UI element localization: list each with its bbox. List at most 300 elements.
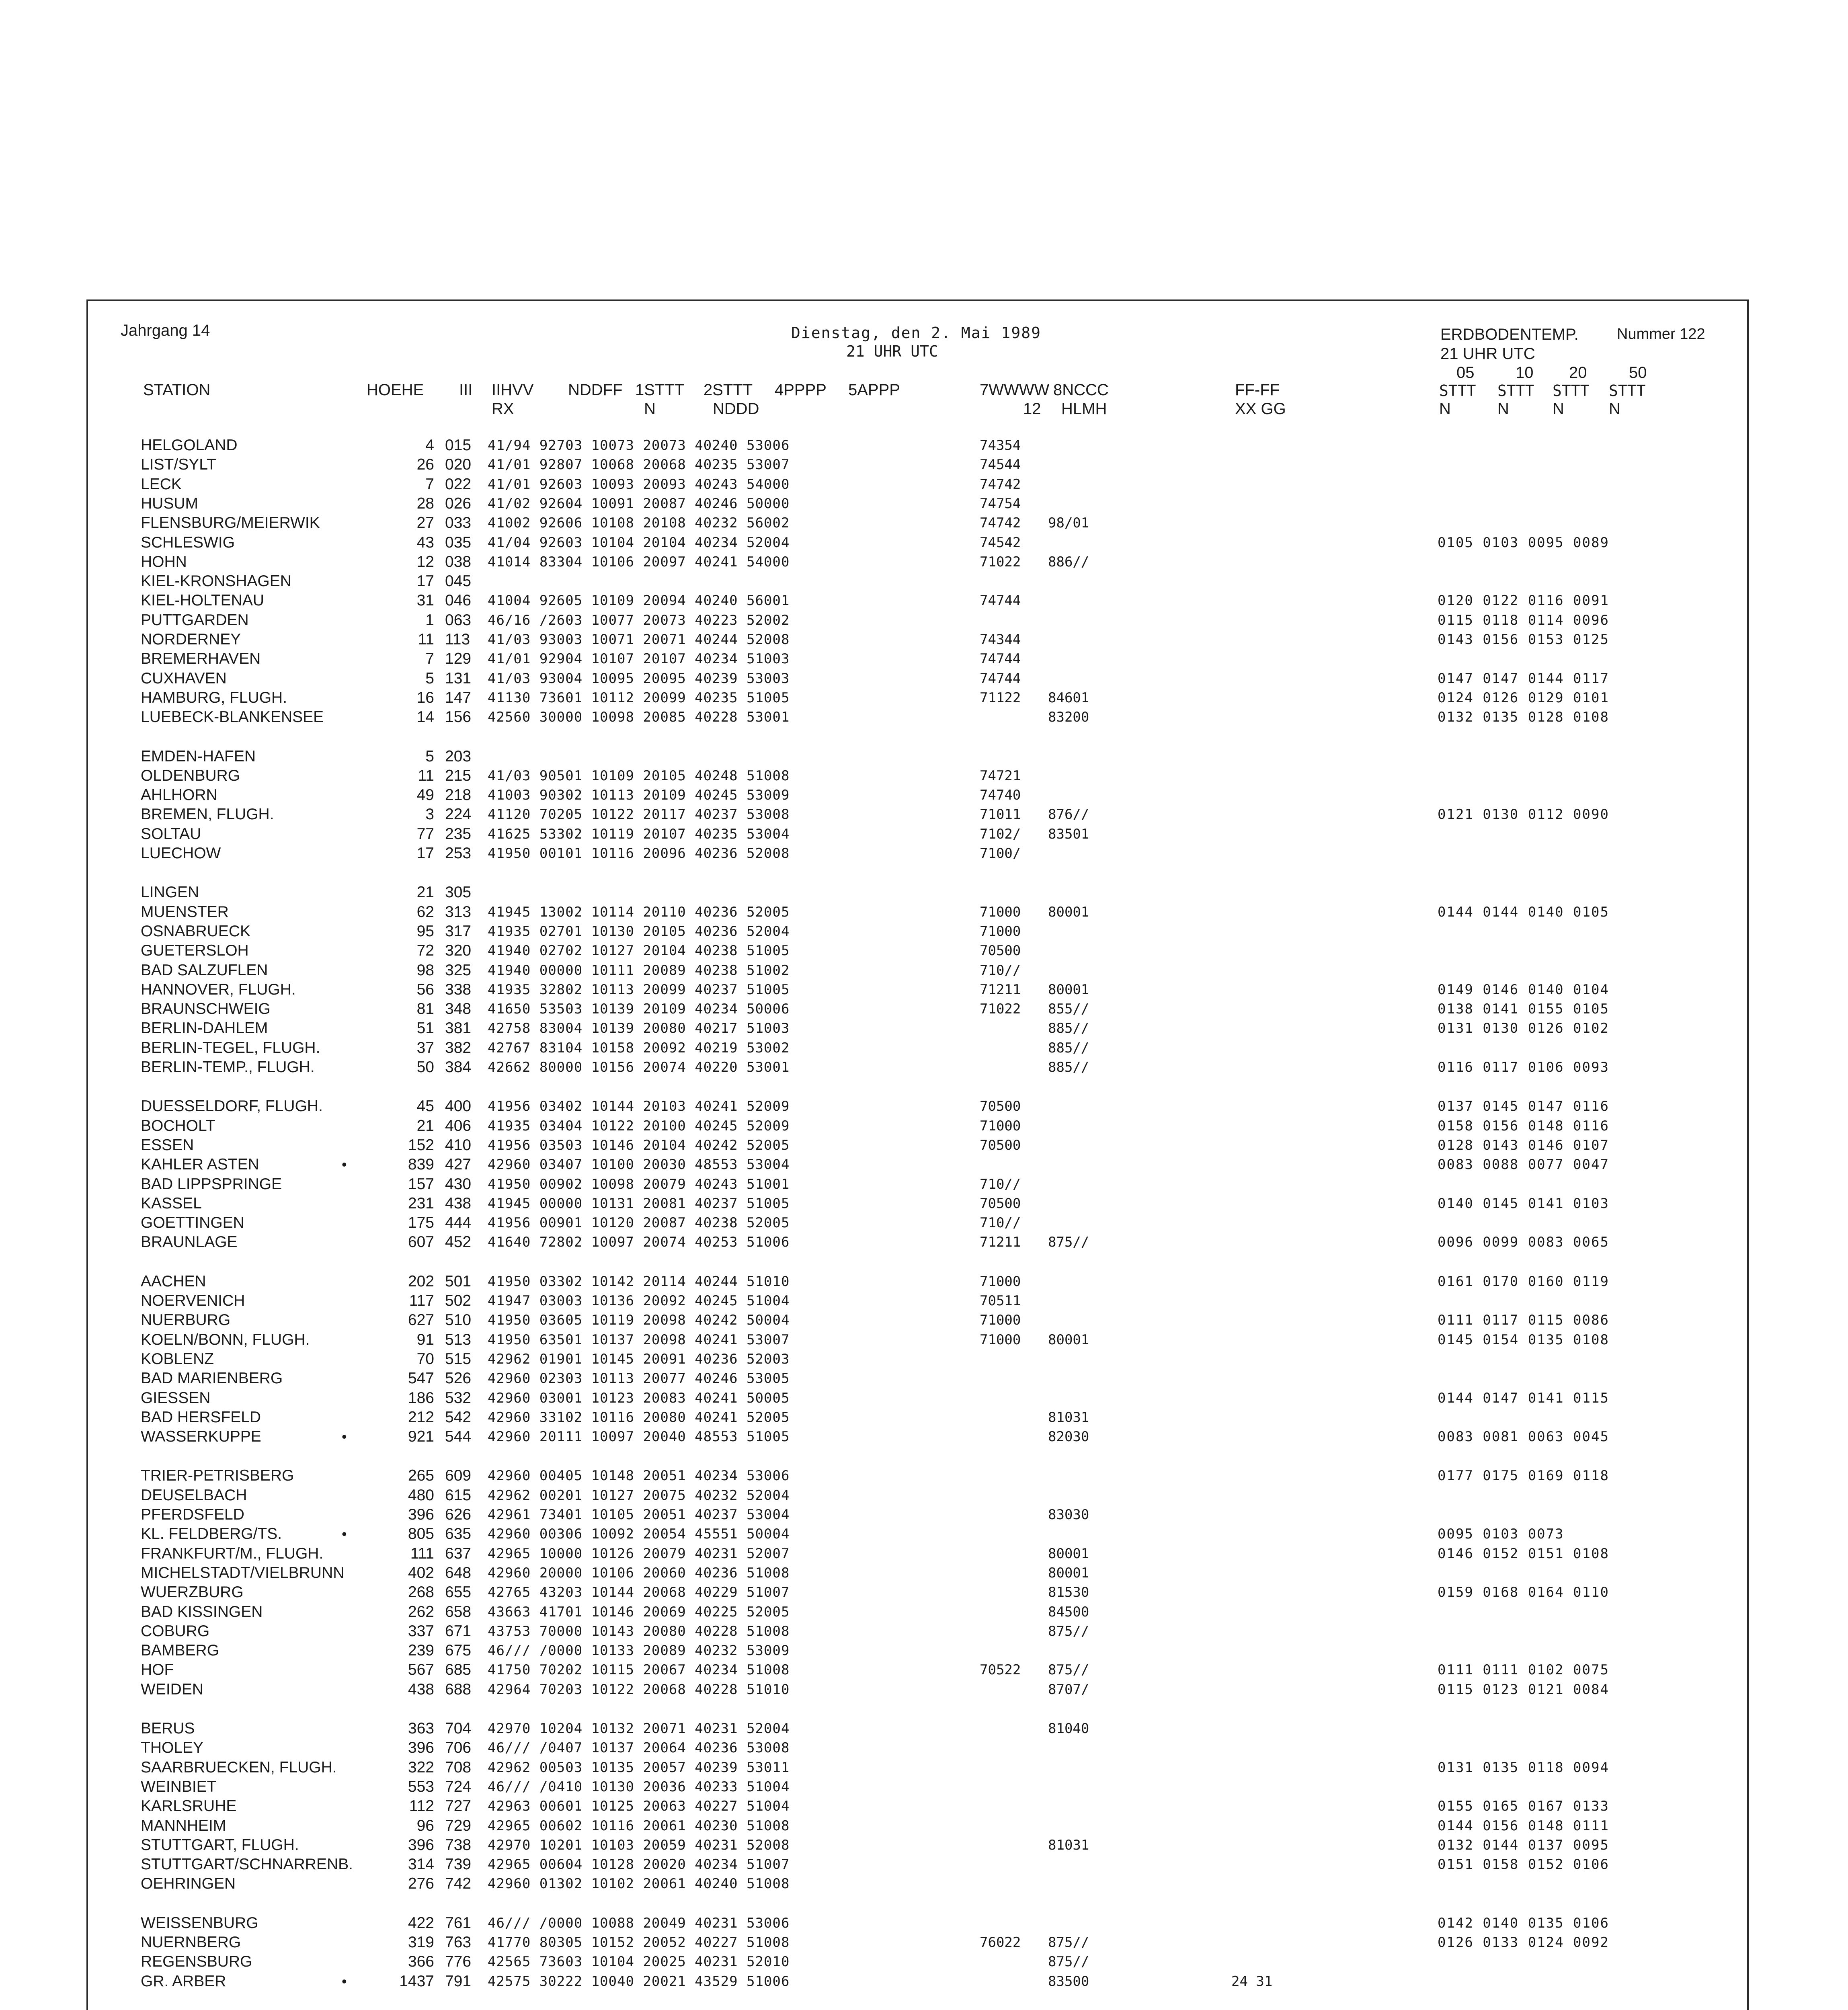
table-row — [0, 1098, 1848, 1114]
table-row — [0, 1312, 1848, 1328]
station-name: KASSEL — [141, 1194, 202, 1212]
soil-temperatures: 0128 0143 0146 0107 — [1438, 1137, 1609, 1153]
table-row — [0, 768, 1848, 784]
weather-group: 74754 — [980, 495, 1021, 512]
synop-groups: 42960 02303 10113 20077 40246 53005 — [488, 1370, 790, 1387]
station-name: HELGOLAND — [141, 437, 238, 454]
table-row — [0, 1293, 1848, 1309]
weather-group: 7102/ — [980, 826, 1021, 842]
weather-group: 71000 — [980, 1331, 1021, 1348]
cloud-group: 876// — [1048, 806, 1089, 823]
station-name: DEUSELBACH — [141, 1486, 247, 1504]
station-name: SCHLESWIG — [141, 533, 235, 551]
station-number: 384 — [445, 1058, 472, 1076]
station-name: LIST/SYLT — [141, 456, 216, 474]
station-height: 12 — [416, 553, 434, 570]
cloud-group: 886// — [1048, 554, 1089, 570]
soil-temperatures: 0144 0144 0140 0105 — [1438, 904, 1609, 920]
station-number: 729 — [445, 1817, 472, 1834]
soil-temperatures: 0177 0175 0169 0118 — [1438, 1468, 1609, 1484]
station-name: NOERVENICH — [141, 1292, 245, 1309]
station-name: BRAUNSCHWEIG — [141, 1000, 271, 1018]
synop-groups: 42960 00405 10148 20051 40234 53006 — [488, 1468, 790, 1484]
station-height: 231 — [408, 1194, 434, 1212]
station-name: PUTTGARDEN — [141, 611, 249, 629]
weather-group: 70500 — [980, 1098, 1021, 1115]
synop-groups: 42962 00503 10135 20057 40239 53011 — [488, 1759, 790, 1776]
station-height: 117 — [409, 1292, 434, 1309]
soil-temperatures: 0144 0147 0141 0115 — [1438, 1390, 1609, 1406]
station-height: 438 — [408, 1680, 434, 1698]
station-number: 147 — [445, 689, 472, 706]
soil-temperatures: 0138 0141 0155 0105 — [1438, 1001, 1609, 1017]
synop-groups: 46/// /0000 10133 20089 40232 53009 — [488, 1643, 790, 1659]
station-height: 422 — [408, 1914, 434, 1932]
station-name: BREMERHAVEN — [141, 650, 261, 668]
station-name: KL. FELDBERG/TS. — [141, 1525, 282, 1543]
station-name: KIEL-HOLTENAU — [141, 592, 265, 609]
weather-group: 76022 — [980, 1934, 1021, 1951]
weather-group: 70500 — [980, 1195, 1021, 1212]
station-number: 020 — [445, 456, 472, 474]
col-station: STATION — [143, 381, 211, 399]
cloud-group: 98/01 — [1048, 515, 1089, 531]
soil-temperatures: 0144 0156 0148 0111 — [1438, 1817, 1609, 1834]
station-name: CUXHAVEN — [141, 669, 227, 687]
table-row — [0, 1546, 1848, 1562]
station-height: 7 — [425, 650, 434, 668]
station-name: NUERNBERG — [141, 1934, 241, 1951]
station-height: 265 — [408, 1467, 434, 1485]
synop-groups: 41/02 92604 10091 20087 40246 50000 — [488, 495, 790, 512]
cloud-group: 885// — [1048, 1040, 1089, 1056]
soil-temperatures: 0145 0154 0135 0108 — [1438, 1331, 1609, 1348]
station-number: 046 — [445, 592, 472, 609]
col-n-20: N — [1553, 400, 1564, 418]
station-height: 396 — [408, 1739, 434, 1757]
station-number: 609 — [445, 1467, 472, 1485]
station-name: BERLIN-DAHLEM — [141, 1019, 268, 1037]
station-number: 215 — [445, 767, 472, 784]
station-number: 685 — [445, 1661, 472, 1679]
synop-groups: 42962 00201 10127 20075 40232 52004 — [488, 1487, 790, 1503]
station-height: 27 — [416, 514, 434, 532]
table-row — [0, 1234, 1848, 1250]
weather-group: 74344 — [980, 632, 1021, 648]
soil-temperatures: 0115 0118 0114 0096 — [1438, 612, 1609, 628]
station-name: WEINBIET — [141, 1778, 217, 1795]
station-number: 325 — [445, 961, 472, 979]
table-row — [0, 1040, 1848, 1056]
soil-temperatures: 0083 0088 0077 0047 — [1438, 1157, 1609, 1173]
table-row — [0, 1604, 1848, 1620]
cloud-group: 81040 — [1048, 1721, 1089, 1737]
station-name: KIEL-KRONSHAGEN — [141, 572, 291, 590]
col-8nccc: 8NCCC — [1053, 381, 1109, 399]
station-number: 544 — [445, 1428, 472, 1446]
soil-temperatures: 0155 0165 0167 0133 — [1438, 1798, 1609, 1815]
station-number: 727 — [445, 1797, 472, 1815]
station-number: 688 — [445, 1680, 472, 1698]
station-name: GR. ARBER — [141, 1972, 226, 1990]
station-height: 11 — [418, 767, 434, 784]
soil-temperatures: 0140 0145 0141 0103 — [1438, 1195, 1609, 1212]
table-row — [0, 1487, 1848, 1503]
table-row — [0, 806, 1848, 822]
station-height: 96 — [416, 1817, 434, 1834]
station-number: 438 — [445, 1194, 472, 1212]
synop-groups: 41950 03302 10142 20114 40244 51010 — [488, 1273, 790, 1290]
weather-group: 70500 — [980, 943, 1021, 959]
synop-groups: 41/94 92703 10073 20073 40240 53006 — [488, 437, 790, 453]
station-number: 313 — [445, 903, 472, 921]
synop-groups: 41650 53503 10139 20109 40234 50006 — [488, 1001, 790, 1017]
col-7wwww: 7WWWW — [980, 381, 1050, 399]
mountain-station-marker: • — [342, 1156, 347, 1173]
station-number: 724 — [445, 1778, 472, 1795]
synop-groups: 41956 03503 10146 20104 40242 52005 — [488, 1137, 790, 1153]
synop-groups: 42662 80000 10156 20074 40220 53001 — [488, 1059, 790, 1075]
col-xx-gg: XX GG — [1235, 400, 1286, 418]
weather-group: 74721 — [980, 767, 1021, 784]
synop-groups: 41/01 92603 10093 20093 40243 54000 — [488, 476, 790, 492]
cloud-group: 885// — [1048, 1059, 1089, 1075]
soil-temperatures: 0161 0170 0160 0119 — [1438, 1273, 1609, 1290]
station-height: 314 — [408, 1856, 434, 1873]
synop-groups: 41/03 93004 10095 20095 40239 53003 — [488, 670, 790, 687]
station-height: 396 — [408, 1836, 434, 1854]
station-height: 547 — [408, 1370, 434, 1387]
col-depth-05: 05 — [1456, 364, 1475, 381]
station-name: STUTTGART, FLUGH. — [141, 1836, 299, 1854]
station-number: 317 — [445, 922, 472, 940]
col-2sttt: 2STTT — [704, 381, 753, 399]
table-row — [0, 962, 1848, 978]
soil-temperatures: 0120 0122 0116 0091 — [1438, 593, 1609, 609]
weather-group: 74744 — [980, 670, 1021, 687]
weather-group: 71211 — [980, 981, 1021, 998]
synop-groups: 43663 41701 10146 20069 40225 52005 — [488, 1604, 790, 1620]
soil-temperatures: 0132 0135 0128 0108 — [1438, 709, 1609, 726]
weather-group: 71211 — [980, 1234, 1021, 1251]
synop-groups: 41770 80305 10152 20052 40227 51008 — [488, 1934, 790, 1951]
station-name: OLDENBURG — [141, 767, 240, 784]
station-name: BAMBERG — [141, 1642, 219, 1659]
station-name: BAD KISSINGEN — [141, 1603, 263, 1620]
station-height: 81 — [416, 1000, 434, 1018]
synop-groups: 41950 03605 10119 20098 40242 50004 — [488, 1312, 790, 1329]
table-row — [0, 1176, 1848, 1192]
table-row — [0, 437, 1848, 453]
station-name: MICHELSTADT/VIELBRUNN — [141, 1564, 345, 1581]
cloud-group: 885// — [1048, 1020, 1089, 1037]
mountain-station-marker: • — [342, 1526, 347, 1542]
station-number: 658 — [445, 1603, 472, 1620]
station-height: 112 — [409, 1797, 434, 1815]
table-row — [0, 535, 1848, 551]
station-number: 035 — [445, 533, 472, 551]
weather-group: 74744 — [980, 593, 1021, 609]
weather-group: 74544 — [980, 457, 1021, 473]
station-height: 56 — [416, 980, 434, 998]
synop-groups: 41004 92605 10109 20094 40240 56001 — [488, 593, 790, 609]
station-height: 43 — [416, 533, 434, 551]
station-number: 320 — [445, 942, 472, 960]
synop-groups: 42765 43203 10144 20068 40229 51007 — [488, 1584, 790, 1601]
weather-group: 71022 — [980, 554, 1021, 570]
table-row — [0, 1643, 1848, 1659]
station-number: 305 — [445, 884, 472, 901]
station-height: 31 — [416, 592, 434, 609]
station-height: 239 — [408, 1642, 434, 1659]
cloud-group: 83200 — [1048, 709, 1089, 726]
cloud-group: 875// — [1048, 1662, 1089, 1678]
synop-groups: 41945 13002 10114 20110 40236 52005 — [488, 904, 790, 920]
synop-groups: 41/01 92807 10068 20068 40235 53007 — [488, 457, 790, 473]
col-iii: III — [459, 381, 473, 399]
station-number: 704 — [445, 1720, 472, 1737]
col-nddff: NDDFF — [568, 381, 623, 399]
station-name: WASSERKUPPE — [141, 1428, 261, 1446]
station-height: 51 — [416, 1019, 434, 1037]
table-row — [0, 671, 1848, 687]
station-height: 152 — [408, 1136, 434, 1154]
table-row — [0, 1837, 1848, 1853]
station-number: 410 — [445, 1136, 472, 1154]
station-height: 91 — [416, 1331, 434, 1348]
station-number: 129 — [445, 650, 472, 668]
station-name: BOCHOLT — [141, 1117, 215, 1134]
synop-groups: 41956 00901 10120 20087 40238 52005 — [488, 1215, 790, 1231]
synop-groups: 41940 02702 10127 20104 40238 51005 — [488, 943, 790, 959]
table-row — [0, 1468, 1848, 1484]
soil-temperatures: 0116 0117 0106 0093 — [1438, 1059, 1609, 1075]
station-height: 95 — [416, 922, 434, 940]
jahrgang-label: Jahrgang 14 — [121, 322, 210, 339]
weather-group: 71022 — [980, 1001, 1021, 1017]
cloud-group: 80001 — [1048, 1565, 1089, 1581]
station-name: LUECHOW — [141, 845, 221, 862]
soil-temperatures: 0095 0103 0073 — [1438, 1526, 1564, 1542]
station-height: 5 — [425, 669, 434, 687]
station-name: MUENSTER — [141, 903, 229, 921]
soil-temperatures: 0131 0130 0126 0102 — [1438, 1020, 1609, 1037]
soil-temperatures: 0151 0158 0152 0106 — [1438, 1856, 1609, 1873]
table-row — [0, 1623, 1848, 1639]
table-row — [0, 1740, 1848, 1756]
synop-groups: 41950 00902 10098 20079 40243 51001 — [488, 1176, 790, 1192]
synop-groups: 41/01 92904 10107 20107 40234 51003 — [488, 651, 790, 667]
table-row — [0, 1390, 1848, 1406]
station-name: MANNHEIM — [141, 1817, 226, 1834]
table-row — [0, 826, 1848, 842]
table-row — [0, 593, 1848, 609]
soil-temperatures: 0096 0099 0083 0065 — [1438, 1234, 1609, 1251]
soil-temperatures: 0132 0144 0137 0095 — [1438, 1837, 1609, 1853]
station-number: 203 — [445, 747, 472, 765]
table-row — [0, 1215, 1848, 1231]
station-name: NORDERNEY — [141, 631, 241, 648]
weather-group: 70500 — [980, 1137, 1021, 1153]
table-row — [0, 690, 1848, 706]
synop-groups: 41956 03402 10144 20103 40241 52009 — [488, 1098, 790, 1115]
station-name: ESSEN — [141, 1136, 194, 1154]
weather-group: 74354 — [980, 437, 1021, 453]
weather-group: 74744 — [980, 651, 1021, 667]
soil-temperatures: 0111 0111 0102 0075 — [1438, 1662, 1609, 1678]
station-name: FRANKFURT/M., FLUGH. — [141, 1544, 324, 1562]
synop-groups: 41002 92606 10108 20108 40232 56002 — [488, 515, 790, 531]
table-row — [0, 923, 1848, 939]
station-name: BERUS — [141, 1720, 195, 1737]
station-name: GIESSEN — [141, 1389, 211, 1407]
table-row — [0, 1409, 1848, 1425]
col-ff-ff: FF-FF — [1235, 381, 1280, 399]
table-row — [0, 1934, 1848, 1951]
station-number: 156 — [445, 708, 472, 726]
table-row — [0, 1856, 1848, 1873]
station-height: 26 — [416, 456, 434, 474]
synop-groups: 46/// /0407 10137 20064 40236 53008 — [488, 1740, 790, 1756]
station-number: 675 — [445, 1642, 472, 1659]
synop-groups: 41/04 92603 10104 20104 40234 52004 — [488, 534, 790, 551]
soil-temperatures: 0142 0140 0135 0106 — [1438, 1915, 1609, 1931]
synop-groups: 42965 00604 10128 20020 40234 51007 — [488, 1856, 790, 1873]
table-row — [0, 1370, 1848, 1386]
station-number: 452 — [445, 1233, 472, 1251]
station-number: 671 — [445, 1622, 472, 1640]
synop-groups: 41130 73601 10112 20099 40235 51005 — [488, 689, 790, 706]
table-row — [0, 515, 1848, 531]
table-row — [0, 457, 1848, 473]
synop-groups: 42560 30000 10098 20085 40228 53001 — [488, 709, 790, 726]
station-height: 402 — [408, 1564, 434, 1581]
weather-group: 74742 — [980, 476, 1021, 492]
station-height: 175 — [408, 1214, 434, 1232]
station-name: STUTTGART/SCHNARRENB. — [141, 1856, 353, 1873]
cloud-group: 80001 — [1048, 904, 1089, 920]
station-height: 21 — [416, 1117, 434, 1134]
synop-groups: 42960 20111 10097 20040 48553 51005 — [488, 1429, 790, 1445]
station-number: 532 — [445, 1389, 472, 1407]
station-height: 366 — [408, 1953, 434, 1971]
report-date: Dienstag, den 2. Mai 1989 — [791, 324, 1041, 342]
station-height: 396 — [408, 1506, 434, 1523]
table-row — [0, 1332, 1848, 1348]
table-row — [0, 1721, 1848, 1737]
station-height: 1437 — [399, 1972, 434, 1990]
station-height: 62 — [416, 903, 434, 921]
synop-groups: 41940 00000 10111 20089 40238 51002 — [488, 962, 790, 978]
station-number: 400 — [445, 1097, 472, 1115]
station-number: 510 — [445, 1311, 472, 1329]
station-height: 212 — [408, 1408, 434, 1426]
table-row — [0, 1876, 1848, 1892]
station-height: 607 — [408, 1233, 434, 1251]
station-number: 338 — [445, 980, 472, 998]
table-row — [0, 1973, 1848, 1989]
cloud-group: 83030 — [1048, 1507, 1089, 1523]
table-row — [0, 845, 1848, 861]
table-row — [0, 1351, 1848, 1367]
table-row — [0, 904, 1848, 920]
cloud-group: 80001 — [1048, 1331, 1089, 1348]
station-name: LECK — [141, 475, 182, 493]
station-name: TRIER-PETRISBERG — [141, 1467, 294, 1485]
station-name: SAARBRUECKEN, FLUGH. — [141, 1758, 337, 1776]
station-height: 3 — [425, 806, 434, 823]
station-name: AACHEN — [141, 1272, 206, 1290]
station-height: 11 — [418, 631, 434, 648]
table-row — [0, 1584, 1848, 1600]
cloud-group: 81031 — [1048, 1837, 1089, 1853]
station-number: 742 — [445, 1875, 472, 1893]
station-number: 708 — [445, 1758, 472, 1776]
station-height: 17 — [416, 572, 434, 590]
station-number: 063 — [445, 611, 472, 629]
table-row — [0, 1779, 1848, 1795]
weather-group: 70522 — [980, 1662, 1021, 1678]
cloud-group: 80001 — [1048, 1545, 1089, 1562]
synop-groups: 42960 03407 10100 20030 48553 53004 — [488, 1157, 790, 1173]
table-row — [0, 1118, 1848, 1134]
col-rx: RX — [492, 400, 514, 418]
station-number: 022 — [445, 475, 472, 493]
weather-group: 74542 — [980, 534, 1021, 551]
station-name: PFERDSFELD — [141, 1506, 244, 1523]
station-name: KARLSRUHE — [141, 1797, 237, 1815]
station-name: BREMEN, FLUGH. — [141, 806, 274, 823]
station-height: 337 — [408, 1622, 434, 1640]
soil-temperatures: 0137 0145 0147 0116 — [1438, 1098, 1609, 1115]
table-row — [0, 632, 1848, 648]
station-number: 348 — [445, 1000, 472, 1018]
station-height: 7 — [425, 475, 434, 493]
station-height: 157 — [408, 1175, 434, 1193]
station-height: 98 — [416, 961, 434, 979]
soil-temperatures: 0149 0146 0140 0104 — [1438, 981, 1609, 998]
synop-groups: 41945 00000 10131 20081 40237 51005 — [488, 1195, 790, 1212]
station-name: OSNABRUECK — [141, 922, 251, 940]
station-name: BAD HERSFELD — [141, 1408, 261, 1426]
station-number: 026 — [445, 494, 472, 512]
synop-groups: 42964 70203 10122 20068 40228 51010 — [488, 1681, 790, 1698]
station-name: BAD SALZUFLEN — [141, 961, 268, 979]
cloud-group: 875// — [1048, 1954, 1089, 1970]
station-number: 038 — [445, 553, 472, 570]
weather-group: 74742 — [980, 515, 1021, 531]
table-row — [0, 1915, 1848, 1931]
station-height: 16 — [416, 689, 434, 706]
station-height: 276 — [408, 1875, 434, 1893]
station-number: 706 — [445, 1739, 472, 1757]
station-number: 635 — [445, 1525, 472, 1543]
soil-temperatures: 0131 0135 0118 0094 — [1438, 1759, 1609, 1776]
table-row — [0, 1429, 1848, 1445]
station-name: HUSUM — [141, 494, 198, 512]
station-number: 406 — [445, 1117, 472, 1134]
weather-group: 7100/ — [980, 845, 1021, 861]
table-row — [0, 1565, 1848, 1581]
synop-groups: 42970 10204 10132 20071 40231 52004 — [488, 1721, 790, 1737]
station-height: 17 — [416, 845, 434, 862]
station-height: 4 — [425, 437, 434, 454]
soil-temperatures: 0158 0156 0148 0116 — [1438, 1118, 1609, 1134]
synop-groups: 42960 33102 10116 20080 40241 52005 — [488, 1409, 790, 1425]
synop-groups: 42962 01901 10145 20091 40236 52003 — [488, 1351, 790, 1367]
station-height: 480 — [408, 1486, 434, 1504]
synop-groups: 41935 03404 10122 20100 40245 52009 — [488, 1118, 790, 1134]
